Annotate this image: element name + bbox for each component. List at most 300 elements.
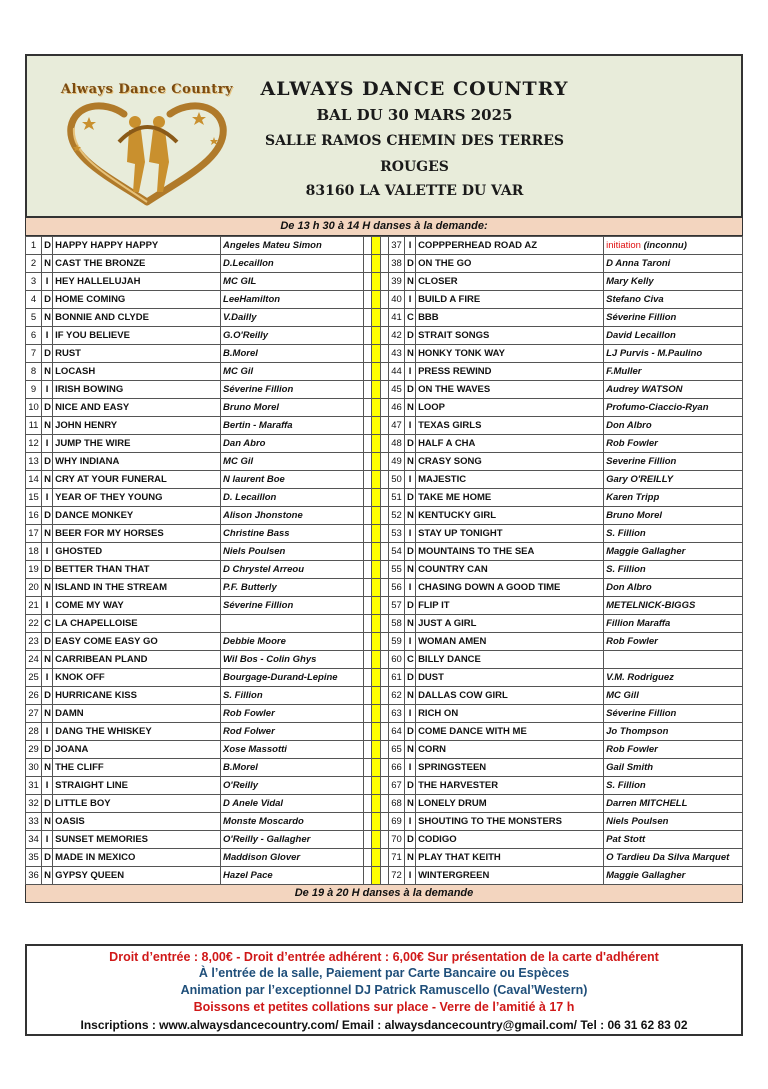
column-divider bbox=[371, 669, 380, 687]
table-row bbox=[26, 651, 743, 669]
table-row bbox=[26, 345, 743, 363]
band-bottom: De 19 à 20 H danses à la demande bbox=[25, 885, 743, 903]
dance-name: CAST THE BRONZE bbox=[53, 255, 221, 273]
dance-number: 7 bbox=[26, 345, 42, 363]
column-gap bbox=[363, 741, 371, 759]
column-gap bbox=[363, 597, 371, 615]
choreographer: MC GIL bbox=[221, 273, 364, 291]
dance-name: CHASING DOWN A GOOD TIME bbox=[416, 579, 604, 597]
event-date: BAL DU 30 MARS 2025 bbox=[316, 106, 513, 124]
dance-level: I bbox=[405, 579, 416, 597]
dance-name: TEXAS GIRLS bbox=[416, 417, 604, 435]
dance-name: GYPSY QUEEN bbox=[53, 867, 221, 885]
column-gap bbox=[363, 813, 371, 831]
dance-name: LOCASH bbox=[53, 363, 221, 381]
dance-number: 72 bbox=[388, 867, 404, 885]
dance-number: 67 bbox=[388, 777, 404, 795]
dance-number: 27 bbox=[26, 705, 42, 723]
column-gap bbox=[380, 705, 388, 723]
dance-level: D bbox=[405, 255, 416, 273]
title-block bbox=[242, 76, 587, 202]
choreographer: Maggie Gallagher bbox=[604, 543, 743, 561]
column-gap bbox=[363, 345, 371, 363]
column-gap bbox=[380, 291, 388, 309]
dance-number: 34 bbox=[26, 831, 42, 849]
dance-name: DANCE MONKEY bbox=[53, 507, 221, 525]
header bbox=[25, 54, 743, 218]
choreographer: Profumo-Ciaccio-Ryan bbox=[604, 399, 743, 417]
column-gap bbox=[363, 759, 371, 777]
dance-level: D bbox=[42, 345, 53, 363]
dance-level: I bbox=[405, 471, 416, 489]
dance-name: CRASY SONG bbox=[416, 453, 604, 471]
table-row bbox=[26, 255, 743, 273]
dance-number: 56 bbox=[388, 579, 404, 597]
column-divider bbox=[371, 741, 380, 759]
dance-level: N bbox=[42, 651, 53, 669]
dance-level: I bbox=[405, 633, 416, 651]
dance-level: C bbox=[405, 651, 416, 669]
column-gap bbox=[380, 525, 388, 543]
column-gap bbox=[380, 867, 388, 885]
dance-number: 14 bbox=[26, 471, 42, 489]
choreographer: Don Albro bbox=[604, 579, 743, 597]
city: 83160 LA VALETTE DU VAR bbox=[305, 183, 524, 199]
dance-name: HONKY TONK WAY bbox=[416, 345, 604, 363]
column-divider bbox=[371, 525, 380, 543]
dance-number: 60 bbox=[388, 651, 404, 669]
choreographer: Rob Fowler bbox=[604, 633, 743, 651]
column-gap bbox=[380, 237, 388, 255]
dance-level: I bbox=[405, 417, 416, 435]
column-gap bbox=[363, 651, 371, 669]
column-gap bbox=[380, 453, 388, 471]
dance-name: CORN bbox=[416, 741, 604, 759]
table-row bbox=[26, 741, 743, 759]
dance-number: 30 bbox=[26, 759, 42, 777]
dance-level: N bbox=[405, 273, 416, 291]
column-divider bbox=[371, 705, 380, 723]
table-row bbox=[26, 831, 743, 849]
column-divider bbox=[371, 723, 380, 741]
column-gap bbox=[380, 597, 388, 615]
table-row bbox=[26, 291, 743, 309]
dance-level: D bbox=[405, 489, 416, 507]
choreographer: Audrey WATSON bbox=[604, 381, 743, 399]
column-divider bbox=[371, 327, 380, 345]
dance-number: 12 bbox=[26, 435, 42, 453]
dance-level: I bbox=[42, 669, 53, 687]
dance-level: D bbox=[42, 399, 53, 417]
dance-number: 43 bbox=[388, 345, 404, 363]
column-gap bbox=[380, 345, 388, 363]
choreographer: Severine Fillion bbox=[604, 453, 743, 471]
column-divider bbox=[371, 345, 380, 363]
choreographer: Bruno Morel bbox=[604, 507, 743, 525]
dance-number: 53 bbox=[388, 525, 404, 543]
dance-level: N bbox=[405, 453, 416, 471]
choreographer: O Tardieu Da Silva Marquet bbox=[604, 849, 743, 867]
table-row bbox=[26, 777, 743, 795]
dance-level: D bbox=[405, 597, 416, 615]
dance-name: BONNIE AND CLYDE bbox=[53, 309, 221, 327]
dance-name: ISLAND IN THE STREAM bbox=[53, 579, 221, 597]
choreographer: Séverine Fillion bbox=[604, 309, 743, 327]
dance-number: 29 bbox=[26, 741, 42, 759]
dance-level: I bbox=[42, 543, 53, 561]
choreographer: Bertin - Maraffa bbox=[221, 417, 364, 435]
dance-name: WHY INDIANA bbox=[53, 453, 221, 471]
dance-level: I bbox=[405, 525, 416, 543]
dance-number: 66 bbox=[388, 759, 404, 777]
dance-number: 2 bbox=[26, 255, 42, 273]
unknown-label: (inconnu) bbox=[640, 240, 687, 251]
venue: SALLE RAMOS CHEMIN DES TERRES ROUGES bbox=[264, 133, 565, 175]
dance-number: 50 bbox=[388, 471, 404, 489]
dance-name: RICH ON bbox=[416, 705, 604, 723]
dance-level: I bbox=[405, 759, 416, 777]
column-gap bbox=[363, 795, 371, 813]
choreographer: Séverine Fillion bbox=[604, 705, 743, 723]
dance-level: D bbox=[405, 435, 416, 453]
choreographer: Rob Fowler bbox=[604, 741, 743, 759]
dance-name: DALLAS COW GIRL bbox=[416, 687, 604, 705]
column-gap bbox=[363, 543, 371, 561]
dance-name: BBB bbox=[416, 309, 604, 327]
dance-level: I bbox=[405, 813, 416, 831]
choreographer: Maddison Glover bbox=[221, 849, 364, 867]
column-gap bbox=[380, 399, 388, 417]
dance-number: 36 bbox=[26, 867, 42, 885]
dance-number: 28 bbox=[26, 723, 42, 741]
dance-name: IF YOU BELIEVE bbox=[53, 327, 221, 345]
choreographer: Stefano Civa bbox=[604, 291, 743, 309]
choreographer: O'Reilly - Gallagher bbox=[221, 831, 364, 849]
dance-number: 16 bbox=[26, 507, 42, 525]
dance-number: 61 bbox=[388, 669, 404, 687]
choreographer: Bruno Morel bbox=[221, 399, 364, 417]
choreographer: Debbie Moore bbox=[221, 633, 364, 651]
dance-name: JOANA bbox=[53, 741, 221, 759]
logo bbox=[49, 82, 245, 210]
choreographer: Dan Abro bbox=[221, 435, 364, 453]
table-row bbox=[26, 705, 743, 723]
column-gap bbox=[363, 327, 371, 345]
choreographer: S. Fillion bbox=[604, 561, 743, 579]
dance-name: IRISH BOWING bbox=[53, 381, 221, 399]
dance-name: CODIGO bbox=[416, 831, 604, 849]
dance-level: N bbox=[405, 687, 416, 705]
dance-number: 18 bbox=[26, 543, 42, 561]
dance-name: HAPPY HAPPY HAPPY bbox=[53, 237, 221, 255]
dance-level: D bbox=[405, 327, 416, 345]
table-row bbox=[26, 759, 743, 777]
table-row bbox=[26, 669, 743, 687]
column-gap bbox=[380, 759, 388, 777]
choreographer: MC Gill bbox=[604, 687, 743, 705]
dance-number: 65 bbox=[388, 741, 404, 759]
dance-number: 1 bbox=[26, 237, 42, 255]
dance-level: N bbox=[42, 363, 53, 381]
dance-name: HALF A CHA bbox=[416, 435, 604, 453]
dance-level: D bbox=[405, 381, 416, 399]
column-gap bbox=[363, 579, 371, 597]
dance-level: D bbox=[42, 291, 53, 309]
dance-name: OASIS bbox=[53, 813, 221, 831]
dance-level: N bbox=[42, 579, 53, 597]
table-row bbox=[26, 381, 743, 399]
dance-number: 51 bbox=[388, 489, 404, 507]
table-row bbox=[26, 633, 743, 651]
table-row bbox=[26, 363, 743, 381]
dance-name: LA CHAPELLOISE bbox=[53, 615, 221, 633]
dance-name: LONELY DRUM bbox=[416, 795, 604, 813]
choreographer: Gail Smith bbox=[604, 759, 743, 777]
dance-level: I bbox=[42, 597, 53, 615]
table-row bbox=[26, 813, 743, 831]
table-row bbox=[26, 543, 743, 561]
dance-number: 38 bbox=[388, 255, 404, 273]
column-divider bbox=[371, 651, 380, 669]
dance-number: 41 bbox=[388, 309, 404, 327]
choreographer: Monste Moscardo bbox=[221, 813, 364, 831]
dance-name: STAY UP TONIGHT bbox=[416, 525, 604, 543]
choreographer: D.Lecaillon bbox=[221, 255, 364, 273]
dance-level: D bbox=[42, 633, 53, 651]
column-divider bbox=[371, 489, 380, 507]
dance-number: 42 bbox=[388, 327, 404, 345]
dance-number: 47 bbox=[388, 417, 404, 435]
dance-level: N bbox=[42, 525, 53, 543]
dance-number: 32 bbox=[26, 795, 42, 813]
column-divider bbox=[371, 777, 380, 795]
dance-name: SPRINGSTEEN bbox=[416, 759, 604, 777]
column-gap bbox=[363, 615, 371, 633]
table-row bbox=[26, 471, 743, 489]
dancers-heart-icon bbox=[49, 82, 245, 210]
dance-number: 39 bbox=[388, 273, 404, 291]
choreographer: B.Morel bbox=[221, 345, 364, 363]
column-divider bbox=[371, 561, 380, 579]
dance-number: 13 bbox=[26, 453, 42, 471]
dance-name: MAJESTIC bbox=[416, 471, 604, 489]
dance-number: 20 bbox=[26, 579, 42, 597]
band-top: De 13 h 30 à 14 H danses à la demande: bbox=[25, 218, 743, 236]
column-divider bbox=[371, 453, 380, 471]
table-row bbox=[26, 597, 743, 615]
column-gap bbox=[363, 687, 371, 705]
column-divider bbox=[371, 615, 380, 633]
dance-number: 63 bbox=[388, 705, 404, 723]
column-gap bbox=[363, 561, 371, 579]
dance-name: ON THE GO bbox=[416, 255, 604, 273]
choreographer: D Chrystel Arreou bbox=[221, 561, 364, 579]
dance-table bbox=[25, 236, 743, 885]
dance-name: DUST bbox=[416, 669, 604, 687]
choreographer: V.Dailly bbox=[221, 309, 364, 327]
dance-name: WINTERGREEN bbox=[416, 867, 604, 885]
column-gap bbox=[380, 579, 388, 597]
column-gap bbox=[380, 255, 388, 273]
dance-level: D bbox=[42, 507, 53, 525]
choreographer: S. Fillion bbox=[221, 687, 364, 705]
column-gap bbox=[380, 669, 388, 687]
dance-name: FLIP IT bbox=[416, 597, 604, 615]
column-gap bbox=[380, 381, 388, 399]
column-gap bbox=[380, 831, 388, 849]
dance-level: C bbox=[405, 309, 416, 327]
dance-name: JUST A GIRL bbox=[416, 615, 604, 633]
dance-number: 4 bbox=[26, 291, 42, 309]
dance-number: 49 bbox=[388, 453, 404, 471]
column-gap bbox=[363, 633, 371, 651]
choreographer: Christine Bass bbox=[221, 525, 364, 543]
dance-level: D bbox=[405, 777, 416, 795]
dance-name: CARRIBEAN PLAND bbox=[53, 651, 221, 669]
column-divider bbox=[371, 309, 380, 327]
column-divider bbox=[371, 363, 380, 381]
dance-name: YEAR OF THEY YOUNG bbox=[53, 489, 221, 507]
dance-level: I bbox=[405, 291, 416, 309]
column-divider bbox=[371, 399, 380, 417]
dance-name: HEY HALLELUJAH bbox=[53, 273, 221, 291]
choreographer: LJ Purvis - M.Paulino bbox=[604, 345, 743, 363]
column-gap bbox=[380, 507, 388, 525]
choreographer bbox=[221, 615, 364, 633]
choreographer: D Anele Vidal bbox=[221, 795, 364, 813]
table-row bbox=[26, 237, 743, 255]
table-row bbox=[26, 867, 743, 885]
dance-level: D bbox=[42, 741, 53, 759]
dance-level: N bbox=[42, 813, 53, 831]
table-row bbox=[26, 615, 743, 633]
table-row bbox=[26, 723, 743, 741]
dance-number: 45 bbox=[388, 381, 404, 399]
dance-level: I bbox=[42, 831, 53, 849]
choreographer: Xose Massotti bbox=[221, 741, 364, 759]
choreographer: B.Morel bbox=[221, 759, 364, 777]
dance-name: BEER FOR MY HORSES bbox=[53, 525, 221, 543]
table-row bbox=[26, 399, 743, 417]
column-gap bbox=[380, 849, 388, 867]
dance-level: I bbox=[42, 777, 53, 795]
column-gap bbox=[380, 435, 388, 453]
dance-number: 54 bbox=[388, 543, 404, 561]
column-divider bbox=[371, 867, 380, 885]
column-gap bbox=[363, 417, 371, 435]
choreographer: Rod Folwer bbox=[221, 723, 364, 741]
dance-name: EASY COME EASY GO bbox=[53, 633, 221, 651]
dance-level: D bbox=[42, 237, 53, 255]
footer-price: Droit d’entrée : 8,00€ - Droit d’entrée adhérent : 6,00€ Sur présentation de la carte d'adhérent bbox=[109, 950, 659, 964]
choreographer: Don Albro bbox=[604, 417, 743, 435]
choreographer: Bourgage-Durand-Lepine bbox=[221, 669, 364, 687]
dance-name: DAMN bbox=[53, 705, 221, 723]
dance-level: N bbox=[42, 867, 53, 885]
dance-name: GHOSTED bbox=[53, 543, 221, 561]
dance-level: I bbox=[42, 723, 53, 741]
column-divider bbox=[371, 291, 380, 309]
column-divider bbox=[371, 417, 380, 435]
column-gap bbox=[363, 705, 371, 723]
dance-number: 15 bbox=[26, 489, 42, 507]
dance-number: 48 bbox=[388, 435, 404, 453]
dance-number: 69 bbox=[388, 813, 404, 831]
dance-level: N bbox=[405, 399, 416, 417]
dance-number: 24 bbox=[26, 651, 42, 669]
choreographer: N laurent Boe bbox=[221, 471, 364, 489]
dance-name: RUST bbox=[53, 345, 221, 363]
dance-level: D bbox=[405, 831, 416, 849]
column-gap bbox=[363, 309, 371, 327]
choreographer: David Lecaillon bbox=[604, 327, 743, 345]
dance-number: 52 bbox=[388, 507, 404, 525]
dance-level: D bbox=[42, 849, 53, 867]
choreographer: D. Lecaillon bbox=[221, 489, 364, 507]
dance-name: BILLY DANCE bbox=[416, 651, 604, 669]
column-gap bbox=[380, 723, 388, 741]
choreographer: LeeHamilton bbox=[221, 291, 364, 309]
dance-name: JUMP THE WIRE bbox=[53, 435, 221, 453]
dance-name: BUILD A FIRE bbox=[416, 291, 604, 309]
dance-name: NICE AND EASY bbox=[53, 399, 221, 417]
column-gap bbox=[380, 741, 388, 759]
table-row bbox=[26, 489, 743, 507]
choreographer: Jo Thompson bbox=[604, 723, 743, 741]
dance-number: 55 bbox=[388, 561, 404, 579]
column-divider bbox=[371, 381, 380, 399]
dance-number: 21 bbox=[26, 597, 42, 615]
choreographer: Mary Kelly bbox=[604, 273, 743, 291]
choreographer: Gary O'REILLY bbox=[604, 471, 743, 489]
dance-name: ON THE WAVES bbox=[416, 381, 604, 399]
choreographer: Maggie Gallagher bbox=[604, 867, 743, 885]
choreographer bbox=[604, 651, 743, 669]
choreographer: Séverine Fillion bbox=[221, 381, 364, 399]
dance-level: N bbox=[42, 471, 53, 489]
choreographer: Angeles Mateu Simon bbox=[221, 237, 364, 255]
table-row bbox=[26, 525, 743, 543]
column-gap bbox=[380, 417, 388, 435]
dance-number: 37 bbox=[388, 237, 404, 255]
dance-level: I bbox=[405, 705, 416, 723]
dance-number: 17 bbox=[26, 525, 42, 543]
footer-drinks: Boissons et petites collations sur place - Verre de l’amitié à 17 h bbox=[193, 1000, 575, 1014]
table-row bbox=[26, 453, 743, 471]
choreographer: Wil Bos - Colin Ghys bbox=[221, 651, 364, 669]
dance-name: COME DANCE WITH ME bbox=[416, 723, 604, 741]
dance-level: D bbox=[405, 669, 416, 687]
column-gap bbox=[363, 381, 371, 399]
choreographer bbox=[604, 237, 743, 255]
column-gap bbox=[380, 687, 388, 705]
column-gap bbox=[363, 453, 371, 471]
dance-name: MOUNTAINS TO THE SEA bbox=[416, 543, 604, 561]
column-divider bbox=[371, 507, 380, 525]
dance-number: 58 bbox=[388, 615, 404, 633]
column-divider bbox=[371, 435, 380, 453]
dance-level: D bbox=[405, 543, 416, 561]
choreographer: Séverine Fillion bbox=[221, 597, 364, 615]
column-gap bbox=[363, 291, 371, 309]
choreographer: Karen Tripp bbox=[604, 489, 743, 507]
column-gap bbox=[363, 777, 371, 795]
dance-level: N bbox=[405, 561, 416, 579]
choreographer: P.F. Butterly bbox=[221, 579, 364, 597]
column-divider bbox=[371, 237, 380, 255]
dance-name: MADE IN MEXICO bbox=[53, 849, 221, 867]
column-gap bbox=[363, 867, 371, 885]
